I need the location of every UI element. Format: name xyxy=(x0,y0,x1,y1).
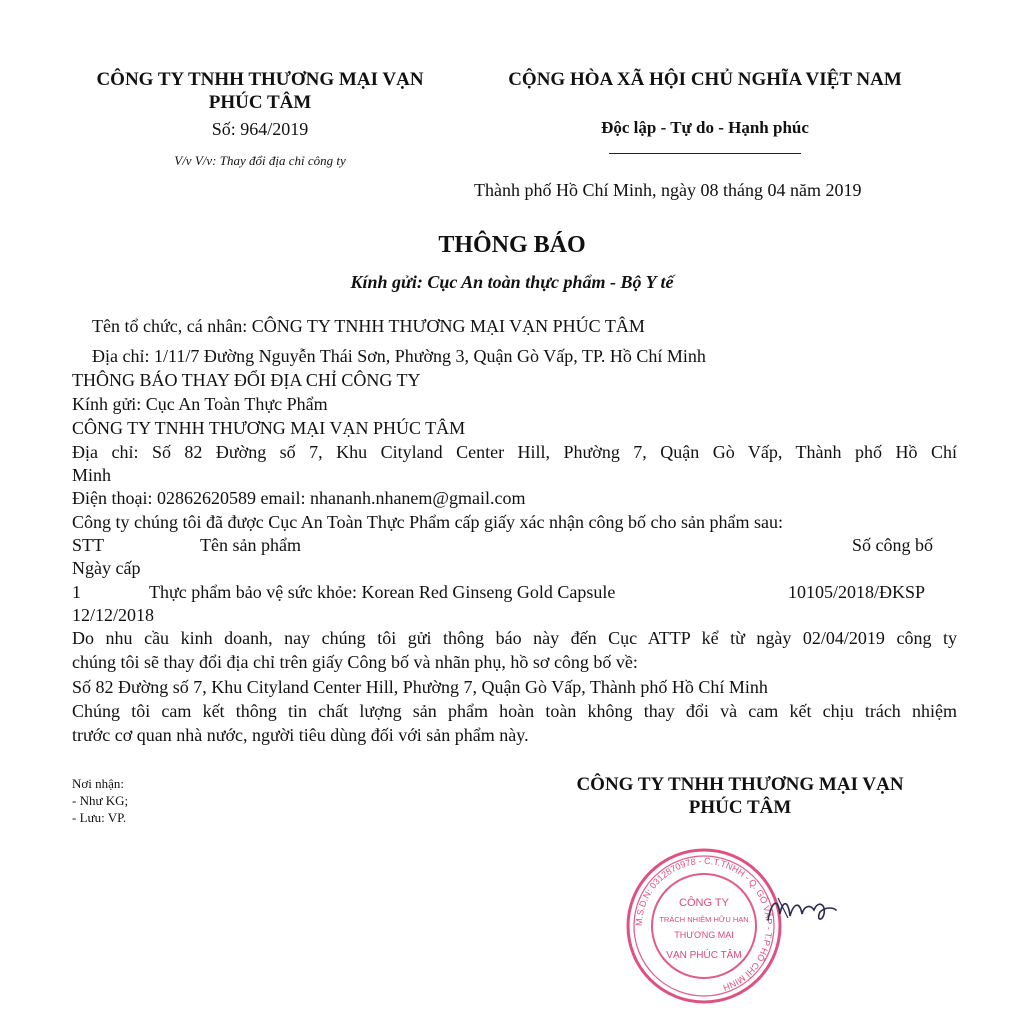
contact-info: Điện thoại: 02862620589 email: nhananh.nhanem@gmail.com xyxy=(72,488,526,508)
document-number: Số: 964/2019 xyxy=(211,119,309,139)
signer-company-line1: CÔNG TY TNHH THƯƠNG MẠI VẠN xyxy=(576,774,904,795)
national-motto: Độc lập - Tự do - Hạnh phúc xyxy=(601,118,809,137)
issuer-name-line1: CÔNG TY TNHH THƯƠNG MẠI VẠN xyxy=(96,69,424,90)
document-subject: V/v V/v: Thay đổi địa chỉ công ty xyxy=(174,153,346,168)
signature-block xyxy=(540,773,940,819)
place-date: Thành phố Hồ Chí Minh, ngày 08 tháng 04 năm 2019 xyxy=(474,180,862,200)
table-row-product: Thực phẩm bảo vệ sức khỏe: Korean Red Ginseng Gold Capsule xyxy=(149,582,616,602)
nation-name: CỘNG HÒA XÃ HỘI CHỦ NGHĨA VIỆT NAM xyxy=(508,69,902,90)
table-header-product: Tên sản phẩm xyxy=(200,535,301,555)
table-row-stt: 1 xyxy=(72,582,81,602)
issuer-name-line2: PHÚC TÂM xyxy=(208,92,312,113)
recipients-label: Nơi nhận: xyxy=(72,776,125,791)
notice-to: Kính gửi: Cục An Toàn Thực Phẩm xyxy=(72,394,328,414)
company-name: CÔNG TY TNHH THƯƠNG MẠI VẠN PHÚC TÂM xyxy=(72,418,466,438)
addressee: Kính gửi: Cục An toàn thực phẩm - Bộ Y tế xyxy=(350,272,674,292)
paragraph-3-line1: Chúng tôi cam kết thông tin chất lượng sản phẩm hoàn toàn không thay đổi và cam kết chịu trách nhiệm xyxy=(72,701,957,721)
stamp-ring-text: M.S.D.N: 0312870978 - C.T.TNHH - Q. GÒ VẤP - T.P HỒ CHÍ MINH xyxy=(633,855,775,993)
signer-company-line2: PHÚC TÂM xyxy=(688,797,792,818)
stamp-line4: VẠN PHÚC TÂM xyxy=(666,950,742,961)
new-address-line2: Minh xyxy=(72,465,112,485)
table-header-date: Ngày cấp xyxy=(72,558,141,578)
national-header xyxy=(470,68,940,154)
table-row-date: 12/12/2018 xyxy=(72,605,155,625)
stamp-line2: TRÁCH NHIỆM HỮU HẠN xyxy=(659,915,749,924)
table-row-number: 10105/2018/ĐKSP xyxy=(788,582,926,602)
new-address-line1: Địa chỉ: Số 82 Đường số 7, Khu Cityland Center Hill, Phường 7, Quận Gò Vấp, Thành phố Hồ Chí xyxy=(72,442,957,462)
document-title: THÔNG BÁO xyxy=(438,232,586,258)
stamp-line1: CÔNG TY xyxy=(679,897,729,909)
stamp-line3: THƯƠNG MẠI xyxy=(674,930,734,940)
recipient-item: - Lưu: VP. xyxy=(72,810,127,825)
org-name: Tên tổ chức, cá nhân: CÔNG TY TNHH THƯƠNG MẠI VẠN PHÚC TÂM xyxy=(92,316,645,336)
issuer-block xyxy=(60,68,460,172)
intro-text: Công ty chúng tôi đã được Cục An Toàn Thực Phẩm cấp giấy xác nhận công bố cho sản phẩm sau: xyxy=(72,512,783,532)
signature-icon xyxy=(760,880,880,940)
table-header-stt: STT xyxy=(72,535,105,555)
recipients-block xyxy=(72,775,128,826)
org-address: Địa chỉ: 1/11/7 Đường Nguyễn Thái Sơn, Phường 3, Quận Gò Vấp, TP. Hồ Chí Minh xyxy=(92,346,706,366)
paragraph-1-line1: Do nhu cầu kinh doanh, nay chúng tôi gửi thông báo này đến Cục ATTP kể từ ngày 02/04/2019 công ty xyxy=(72,628,957,648)
recipient-item: - Như KG; xyxy=(72,793,129,808)
paragraph-2: Số 82 Đường số 7, Khu Cityland Center Hill, Phường 7, Quận Gò Vấp, Thành phố Hồ Chí Minh xyxy=(72,677,768,697)
notice-heading: THÔNG BÁO THAY ĐỔI ĐỊA CHỈ CÔNG TY xyxy=(72,370,421,390)
paragraph-3-line2: trước cơ quan nhà nước, người tiêu dùng đối với sản phẩm này. xyxy=(72,725,529,745)
table-header-number: Số công bố xyxy=(852,535,933,555)
motto-underline xyxy=(609,153,801,154)
paragraph-1-line2: chúng tôi sẽ thay đổi địa chỉ trên giấy Công bố và nhãn phụ, hồ sơ công bố về: xyxy=(72,652,638,672)
